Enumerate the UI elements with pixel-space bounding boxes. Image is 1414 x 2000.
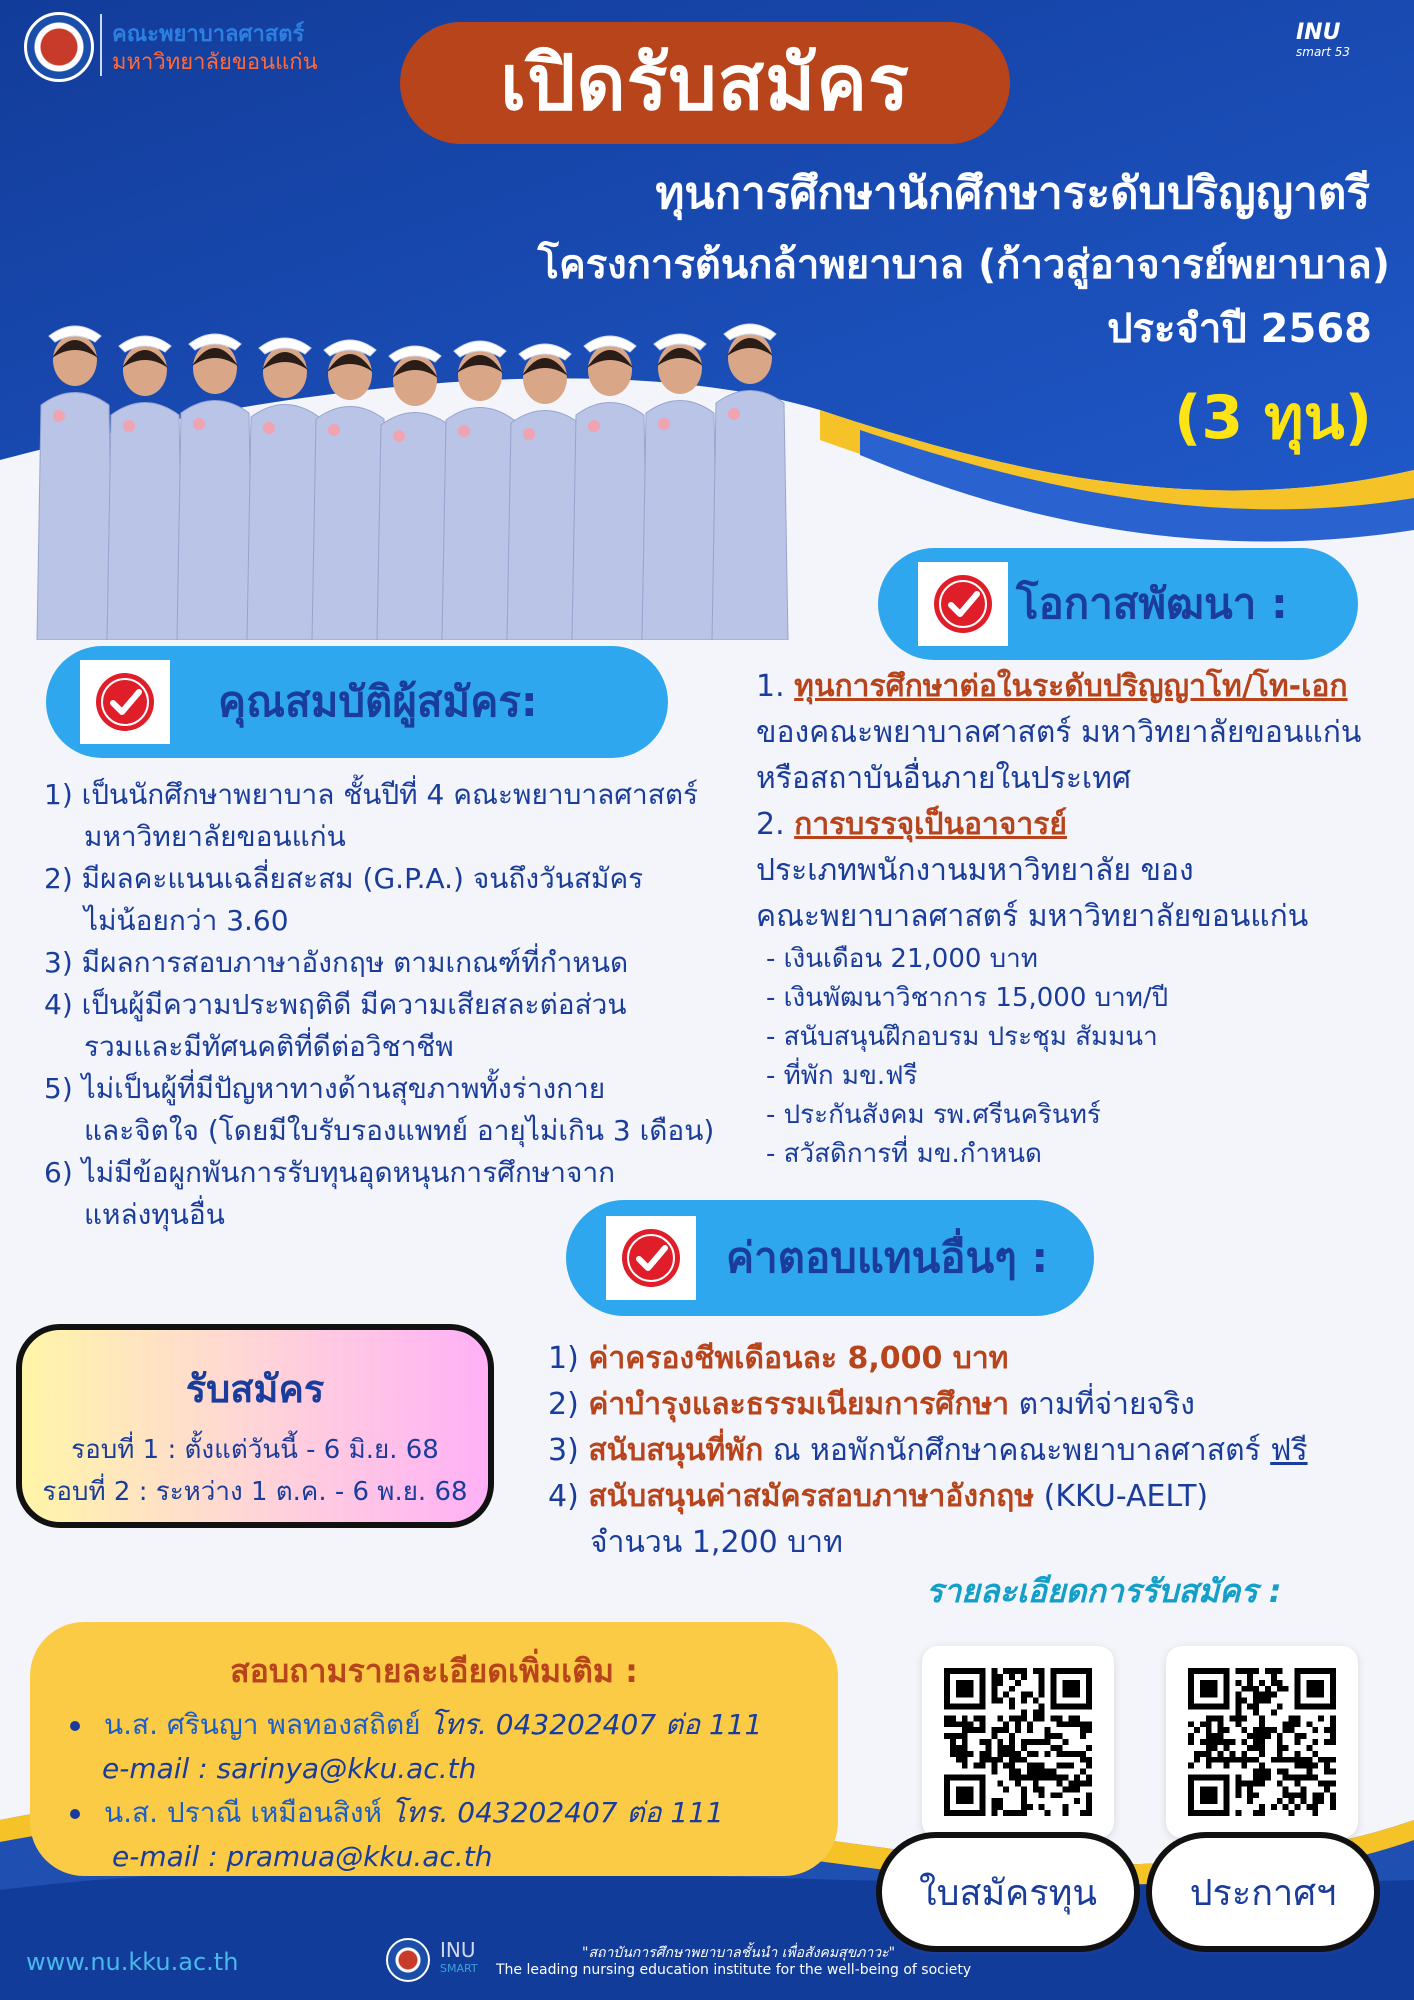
qualifications-title: คุณสมบัติผู้สมัคร: xyxy=(218,677,538,726)
comp-highlight: สนับสนุนค่าสมัครสอบภาษาอังกฤษ xyxy=(588,1479,1035,1514)
benefit-item: - ประกันสังคม รพ.ศรีนครินทร์ xyxy=(766,1100,1101,1130)
nurse-figure xyxy=(712,324,788,640)
bullet-icon xyxy=(70,1721,80,1731)
application-period-box xyxy=(16,1324,494,1528)
check-icon xyxy=(918,562,1008,646)
benefit-item: - เงินเดือน 21,000 บาท xyxy=(766,944,1038,974)
opp-text: คณะพยาบาลศาสตร์ มหาวิทยาลัยขอนแก่น xyxy=(756,899,1309,934)
qr-code-icon xyxy=(944,1668,1092,1816)
project-name: โครงการต้นกล้าพยาบาล (ก้าวสู่อาจารย์พยาบาล) xyxy=(537,242,1390,288)
qual-line: และจิตใจ (โดยมีใบรับรองแพทย์ อายุไม่เกิน 3 เดือน) xyxy=(84,1114,715,1147)
nurse-figure xyxy=(177,334,253,640)
badge-sub: smart 53 xyxy=(1296,45,1351,59)
qualification-item xyxy=(44,1068,764,1152)
nurses-group-photo xyxy=(0,290,860,640)
comp-num: 3) xyxy=(548,1433,579,1468)
opportunity-2 xyxy=(756,802,1406,848)
opportunities-content xyxy=(756,664,1406,1174)
qualifications-heading xyxy=(46,646,668,758)
inu-smart-badge xyxy=(1296,20,1350,59)
opp-highlight: การบรรจุเป็นอาจารย์ xyxy=(794,807,1067,842)
university-name: มหาวิทยาลัยขอนแก่น xyxy=(112,50,318,75)
footer-slogan-thai: "สถาบันการศึกษาพยาบาลชั้นนำ เพื่อสังคมสุขภาวะ" xyxy=(582,1945,896,1961)
footer-seal-logo xyxy=(386,1938,430,1982)
announcement-button[interactable]: ประกาศฯ xyxy=(1146,1832,1380,1952)
qual-line: 6) ไม่มีข้อผูกพันการรับทุนอุดหนุนการศึกษาจาก xyxy=(44,1156,616,1189)
apply-round-1: รอบที่ 1 : ตั้งแต่วันนี้ - 6 มิ.ย. 68 xyxy=(71,1435,439,1465)
footer-inu-sub: SMART xyxy=(440,1962,478,1975)
nurse-figure xyxy=(247,338,323,640)
contact-name: น.ส. ปราณี เหมือนสิงห์ xyxy=(104,1796,383,1829)
compensation-title: ค่าตอบแทนอื่นๆ : xyxy=(726,1233,1049,1282)
qual-line: 1) เป็นนักศึกษาพยาบาล ชั้นปีที่ 4 คณะพยาบาลศาสตร์ xyxy=(44,778,699,811)
compensation-item xyxy=(548,1428,1408,1474)
contact-name: น.ส. ศรินญา พลทองสถิตย์ xyxy=(104,1708,421,1741)
opp-text: หรือสถาบันอื่นภายในประเทศ xyxy=(756,761,1131,796)
qual-line: รวมและมีทัศนคติที่ดีต่อวิชาชีพ xyxy=(84,1030,454,1063)
comp-text: ณ หอพักนักศึกษาคณะพยาบาลศาสตร์ xyxy=(763,1433,1271,1468)
qual-line: 2) มีผลคะแนนเฉลี่ยสะสม (G.P.A.) จนถึงวันสมัคร xyxy=(44,862,644,895)
qualification-item xyxy=(44,858,764,942)
qualifications-list xyxy=(44,774,764,1236)
benefit-item: - สนับสนุนฝึกอบรม ประชุม สัมมนา xyxy=(766,1022,1158,1052)
comp-text: (KKU-AELT) xyxy=(1034,1479,1209,1514)
nurse-figure xyxy=(312,340,388,640)
nurse-figure xyxy=(642,334,718,640)
nurse-figure xyxy=(37,326,113,640)
apply-round-2: รอบที่ 2 : ระหว่าง 1 ต.ค. - 6 พ.ย. 68 xyxy=(42,1477,468,1507)
opp-highlight: ทุนการศึกษาต่อในระดับปริญญาโท/โท-เอก xyxy=(794,669,1348,704)
contact-person-1 xyxy=(70,1703,798,1747)
opp-num: 1. xyxy=(756,669,785,704)
contact-phone: โทร. 043202407 ต่อ 111 xyxy=(382,1796,724,1829)
opportunities-heading xyxy=(878,548,1358,660)
opp-num: 2. xyxy=(756,807,785,842)
qual-line: มหาวิทยาลัยขอนแก่น xyxy=(84,820,346,853)
apply-title: รับสมัคร xyxy=(185,1367,325,1411)
comp-text: ตามที่จ่ายจริง xyxy=(1009,1387,1195,1422)
nurse-figure xyxy=(572,336,648,640)
compensation-item xyxy=(548,1474,1408,1566)
contact-email[interactable]: e-mail : sarinya@kku.ac.th xyxy=(102,1752,477,1785)
comp-text: จำนวน 1,200 บาท xyxy=(590,1525,843,1560)
faculty-seal-logo xyxy=(24,12,94,82)
footer-slogan-english: The leading nursing education institute for the well-being of society xyxy=(496,1962,972,1978)
footer-website-link[interactable]: www.nu.kku.ac.th xyxy=(26,1948,239,1976)
opp-text: ประเภทพนักงานมหาวิทยาลัย ของ xyxy=(756,853,1194,888)
headline-banner: เปิดรับสมัคร xyxy=(400,22,1010,144)
footer-inu-text: INU xyxy=(440,1938,476,1962)
compensation-item xyxy=(548,1382,1408,1428)
opportunity-1 xyxy=(756,664,1406,710)
qual-line: ไม่น้อยกว่า 3.60 xyxy=(84,904,289,937)
grant-count: (3 ทุน) xyxy=(1173,383,1372,453)
nurse-figure xyxy=(107,336,183,640)
benefit-item: - สวัสดิการที่ มข.กำหนด xyxy=(766,1139,1042,1169)
faculty-name: คณะพยาบาลศาสตร์ xyxy=(112,22,305,47)
qr-code-application-form[interactable] xyxy=(922,1646,1114,1838)
comp-highlight: ค่าครองชีพเดือนละ 8,000 บาท xyxy=(588,1341,1009,1376)
nurse-figure xyxy=(507,344,583,640)
comp-highlight: ค่าบำรุงและธรรมเนียมการศึกษา xyxy=(588,1387,1010,1422)
comp-num: 1) xyxy=(548,1341,579,1376)
comp-highlight: สนับสนุนที่พัก xyxy=(588,1433,764,1468)
contact-title: สอบถามรายละเอียดเพิ่มเติม : xyxy=(230,1652,638,1690)
nurse-figure xyxy=(377,346,453,640)
footer-inu-logo xyxy=(440,1938,478,1975)
scholarship-form-button[interactable]: ใบสมัครทุน xyxy=(876,1832,1140,1952)
logo-divider xyxy=(100,14,102,76)
bullet-icon xyxy=(70,1809,80,1819)
qualification-item xyxy=(44,984,764,1068)
qr-code-announcement[interactable] xyxy=(1166,1646,1358,1838)
qualification-item xyxy=(44,942,764,984)
benefit-item: - เงินพัฒนาวิชาการ 15,000 บาท/ปี xyxy=(766,983,1169,1013)
comp-num: 4) xyxy=(548,1479,579,1514)
compensation-list xyxy=(548,1336,1408,1566)
contact-box xyxy=(30,1622,838,1876)
qual-line: แหล่งทุนอื่น xyxy=(84,1198,225,1231)
compensation-heading xyxy=(566,1200,1094,1316)
program-year: ประจำปี 2568 xyxy=(1107,306,1372,352)
nurse-figure xyxy=(442,341,518,640)
qual-line: 3) มีผลการสอบภาษาอังกฤษ ตามเกณฑ์ที่กำหนด xyxy=(44,946,629,979)
comp-free: ฟรี xyxy=(1270,1433,1308,1468)
scholarship-title: ทุนการศึกษานักศึกษาระดับปริญญาตรี xyxy=(655,168,1370,219)
compensation-item xyxy=(548,1336,1408,1382)
benefit-item: - ที่พัก มข.ฟรี xyxy=(766,1061,918,1091)
check-icon xyxy=(606,1216,696,1300)
qr-code-icon xyxy=(1188,1668,1336,1816)
qualification-item xyxy=(44,774,764,858)
application-details-label: รายละเอียดการรับสมัคร : xyxy=(926,1572,1282,1610)
contact-person-2 xyxy=(70,1791,798,1835)
check-icon xyxy=(80,660,170,744)
badge-main: INU xyxy=(1296,20,1341,45)
qual-line: 4) เป็นผู้มีความประพฤติดี มีความเสียสละต่อส่วน xyxy=(44,988,627,1021)
qual-line: 5) ไม่เป็นผู้ที่มีปัญหาทางด้านสุขภาพทั้งร่างกาย xyxy=(44,1072,606,1105)
contact-phone: โทร. 043202407 ต่อ 111 xyxy=(420,1708,763,1741)
opportunities-title: โอกาสพัฒนา : xyxy=(1016,579,1288,628)
comp-num: 2) xyxy=(548,1387,579,1422)
opp-text: ของคณะพยาบาลศาสตร์ มหาวิทยาลัยขอนแก่น xyxy=(756,715,1362,750)
contact-email[interactable]: e-mail : pramua@kku.ac.th xyxy=(112,1840,493,1873)
